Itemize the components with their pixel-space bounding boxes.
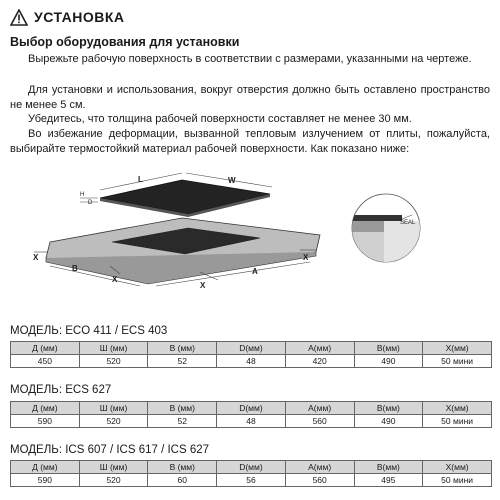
label-x-right: X: [303, 253, 309, 262]
header-cell: A(мм): [285, 402, 354, 415]
table-cell: 60: [148, 474, 217, 487]
header-cell: A(мм): [285, 342, 354, 355]
table-cell: 56: [217, 474, 286, 487]
installation-diagram: [20, 170, 340, 300]
table-cell: 52: [148, 355, 217, 368]
header-cell: A(мм): [285, 461, 354, 474]
label-l: L: [138, 175, 143, 184]
paragraph-material: Во избежание деформации, вызванной тепловым излучением от плиты, пожалуйста, выбирайте термостойкий материал рабочей поверхности. Как показано ниже:: [10, 128, 490, 155]
section-title: Выбор оборудования для установки: [10, 35, 240, 49]
label-b: B: [72, 264, 78, 273]
table-header-row: [11, 461, 492, 474]
table-cell: 450: [11, 355, 80, 368]
table-cell: 52: [148, 415, 217, 428]
table-cell: 520: [79, 355, 148, 368]
table-cell: 50 мини: [423, 355, 492, 368]
table-cell: 495: [354, 474, 423, 487]
table-cell: 490: [354, 415, 423, 428]
table-cell: 520: [79, 415, 148, 428]
header-cell: D(мм): [217, 461, 286, 474]
label-x-left: X: [33, 253, 39, 262]
table-cell: 50 мини: [423, 474, 492, 487]
header-cell: X(мм): [423, 342, 492, 355]
header-cell: D(мм): [217, 402, 286, 415]
seal-detail-diagram: [340, 193, 426, 263]
label-h: H: [80, 192, 85, 198]
table-cell: 560: [285, 415, 354, 428]
label-x-bottom: X: [200, 281, 206, 290]
table-header-row: [11, 402, 492, 415]
table-row: [11, 415, 492, 428]
header-cell: В (мм): [148, 461, 217, 474]
table-cell: 520: [79, 474, 148, 487]
label-x-mid: X: [112, 275, 118, 284]
header-cell: Ш (мм): [79, 402, 148, 415]
header-cell: Д (мм): [11, 342, 80, 355]
table-header-row: [11, 342, 492, 355]
warning-triangle-icon: [10, 9, 28, 26]
table-row: [11, 474, 492, 487]
header-cell: D(мм): [217, 342, 286, 355]
spec-table: [10, 341, 492, 368]
header-cell: B(мм): [354, 342, 423, 355]
header-cell: X(мм): [423, 461, 492, 474]
table-cell: 590: [11, 415, 80, 428]
header-cell: Ш (мм): [79, 342, 148, 355]
section-header: [10, 7, 125, 27]
header-title: УСТАНОВКА: [34, 9, 125, 25]
table-row: [11, 355, 492, 368]
model-title: МОДЕЛЬ: ICS 607 / ICS 617 / ICS 627: [10, 444, 210, 456]
table-cell: 420: [285, 355, 354, 368]
header-cell: В (мм): [148, 402, 217, 415]
header-cell: B(мм): [354, 402, 423, 415]
header-cell: Ш (мм): [79, 461, 148, 474]
table-cell: 590: [11, 474, 80, 487]
label-d: D: [88, 200, 93, 206]
label-w: W: [228, 176, 236, 185]
table-cell: 490: [354, 355, 423, 368]
spec-table: [10, 401, 492, 428]
table-cell: 560: [285, 474, 354, 487]
header-cell: X(мм): [423, 402, 492, 415]
paragraph-cutout: Вырежьте рабочую поверхность в соответствии с размерами, указанными на чертеже.: [28, 53, 472, 65]
header-cell: Д (мм): [11, 402, 80, 415]
header-cell: В (мм): [148, 342, 217, 355]
label-a: A: [252, 267, 258, 276]
table-cell: 48: [217, 415, 286, 428]
model-title: МОДЕЛЬ: ECO 411 / ECS 403: [10, 325, 168, 337]
header-cell: Д (мм): [11, 461, 80, 474]
spec-table: [10, 460, 492, 487]
model-title: МОДЕЛЬ: ECS 627: [10, 384, 112, 396]
header-cell: B(мм): [354, 461, 423, 474]
table-cell: 48: [217, 355, 286, 368]
hob-surface: [100, 180, 270, 214]
paragraph-thickness: Убедитесь, что толщина рабочей поверхности составляет не менее 30 мм.: [28, 113, 412, 125]
paragraph-clearance: Для установки и использования, вокруг отверстия должно быть оставлено пространство не менее 5 см.: [10, 84, 490, 111]
label-seal: SEAL: [400, 220, 416, 226]
table-cell: 50 мини: [423, 415, 492, 428]
